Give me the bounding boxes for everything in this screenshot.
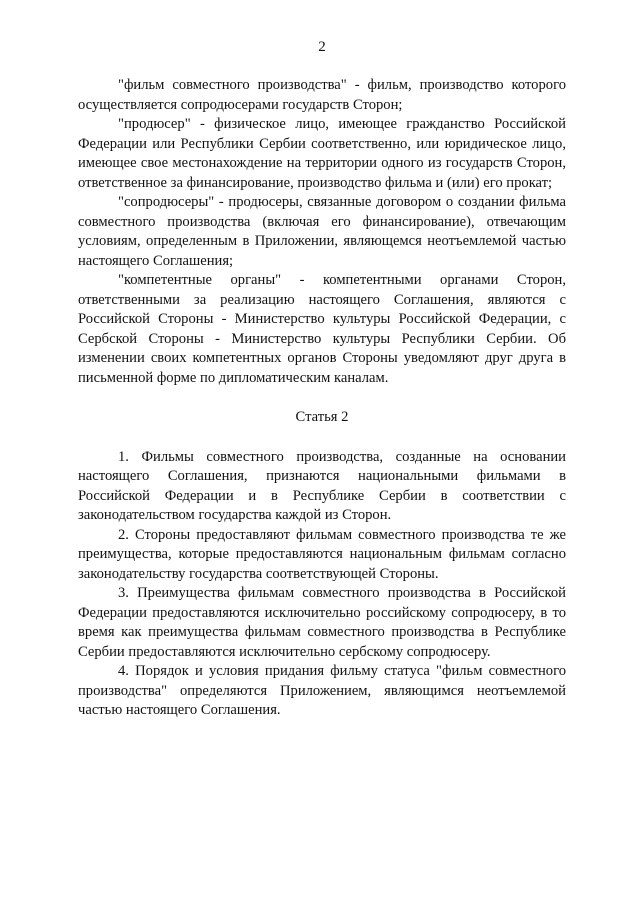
definition-coproducers: "сопродюсеры" - продюсеры, связанные договором о создании фильма совместного производства (включая его финансирование), отвечающим условиям, определенным в Приложении, являющемся неотъемлемой частью настоящего Соглашения; [78,194,566,269]
page-number: 2 [318,39,326,55]
document-page [78,38,566,721]
definition-film-coproduction: "фильм совместного производства" - фильм, производство которого осуществляется сопродюсерами государств Сторон; [78,77,566,113]
article-paragraph: 1. Фильмы совместного производства, созданные на основании настоящего Соглашения, признаются национальными фильмами в Российской Федерации и в Республике Сербии в соответствии с законодательством государства каждой из Сторон. [78,448,566,523]
article-paragraph: 2. Стороны предоставляют фильмам совместного производства те же преимущества, которые предоставляются национальным фильмам согласно законодательству государства соответствующей Стороны. [78,526,566,582]
article-paragraph: 4. Порядок и условия придания фильму статуса "фильм совместного производства" определяются Приложением, являющимся неотъемлемой частью настоящего Соглашения. [78,663,566,718]
definition-producer: "продюсер" - физическое лицо, имеющее гражданство Российской Федерации или Республики Сербии соответственно, или юридическое лицо, имеющее свое местонахождение на территории одного из государств Сторон, ответственное за финансирование, производство фильма и (или) его прокат; [78,116,566,191]
article-heading: Статья 2 [295,409,349,425]
definition-competent-authorities: "компетентные органы" - компетентными органами Сторон, ответственными за реализацию настоящего Соглашения, являются с Российской Стороны - Министерство культуры Российской Федерации, с Сербской Стороны - Министерство культуры Республики Сербии. Об изменении своих компетентных органов Стороны уведомляют друг друга в письменной форме по дипломатическим каналам. [78,272,566,386]
article-paragraph: 3. Преимущества фильмам совместного производства в Российской Федерации предоставляются исключительно российскому сопродюсеру, в то время как преимущества фильмам совместного производства в Республике Сербии предоставляются исключительно сербскому сопродюсеру. [78,585,566,660]
